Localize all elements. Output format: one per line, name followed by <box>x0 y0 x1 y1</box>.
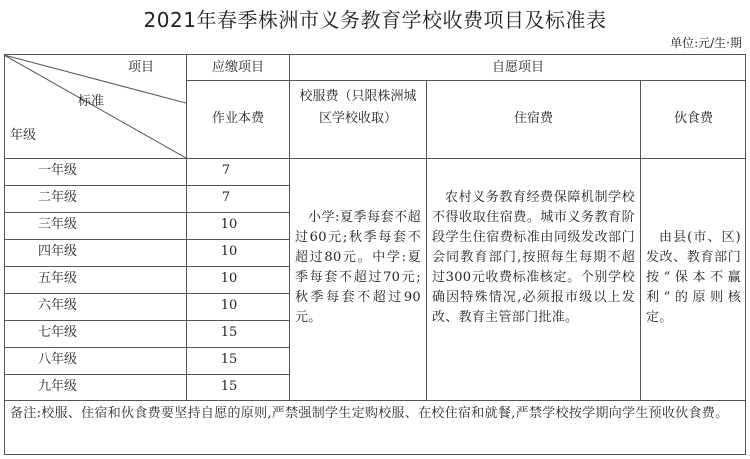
row-line <box>4 320 289 321</box>
required-group-header: 应缴项目 <box>211 60 264 75</box>
homework-fee-header: 作业本费 <box>211 111 264 126</box>
uniform-fee-description: 小学:夏季每套不超过60元;秋季每套不超过80元。中学:夏季每套不超过70元;秋季每套不超过90元。 <box>295 210 421 325</box>
unit-label: 单位:元/生·期 <box>670 36 742 50</box>
grade-label: 五年级 <box>38 271 78 286</box>
corner-grade-label: 年级 <box>10 128 37 143</box>
row-line <box>4 266 289 267</box>
optional-group-header: 自愿项目 <box>491 60 544 75</box>
lodging-fee-header: 住宿费 <box>513 111 553 126</box>
meal-fee-header: 伙食费 <box>673 111 713 126</box>
homework-fee-value: 10 <box>220 298 238 313</box>
row-line <box>4 185 289 186</box>
corner-item-label: 项目 <box>128 60 155 75</box>
corner-standard-label: 标准 <box>78 94 105 109</box>
col-divider-3 <box>426 80 427 400</box>
grade-label: 六年级 <box>38 298 78 313</box>
homework-fee-value: 7 <box>221 163 231 178</box>
row-line <box>4 347 289 348</box>
homework-fee-value: 10 <box>220 244 238 259</box>
col-divider-2 <box>289 54 290 400</box>
homework-fee-value: 7 <box>221 190 231 205</box>
row-line <box>4 239 289 240</box>
grade-label: 二年级 <box>38 190 78 205</box>
homework-fee-value: 15 <box>220 352 238 367</box>
uniform-fee-header: 校服费（只限株洲城区学校收取） <box>299 89 417 126</box>
grade-label: 八年级 <box>38 352 78 367</box>
grade-label: 七年级 <box>38 325 78 340</box>
homework-fee-value: 10 <box>220 271 238 286</box>
grade-label: 一年级 <box>38 163 78 178</box>
note-divider <box>4 400 746 401</box>
col-divider-4 <box>640 80 641 400</box>
grade-label: 四年级 <box>38 244 78 259</box>
header-divider-2 <box>4 158 746 159</box>
homework-fee-value: 15 <box>220 325 238 340</box>
footnote: 备注:校服、住宿和伙食费要坚持自愿的原则,严禁强制学生定购校服、在校住宿和就餐,严禁学校按学期向学生预收伙食费。 <box>10 406 729 421</box>
row-line <box>4 212 289 213</box>
row-line <box>4 293 289 294</box>
page-title: 2021年春季株洲市义务教育学校收费项目及标准表 <box>143 8 607 32</box>
homework-fee-value: 15 <box>220 379 238 394</box>
meal-fee-description: 由县(市、区)发改、教育部门按“保本不赢利”的原则核定。 <box>646 230 741 325</box>
header-divider-1 <box>186 80 746 81</box>
grade-label: 三年级 <box>38 217 78 232</box>
homework-fee-value: 10 <box>220 217 238 232</box>
row-line <box>4 374 289 375</box>
grade-label: 九年级 <box>38 379 78 394</box>
lodging-fee-description: 农村义务教育经费保障机制学校不得收取住宿费。城市义务教育阶段学生住宿费标准由同级发改部门会同教育部门,按照每生每期不超过300元收费标准核定。个别学校确因特殊情况,必须报市级以上发改、教育主管部门批准。 <box>432 190 635 325</box>
